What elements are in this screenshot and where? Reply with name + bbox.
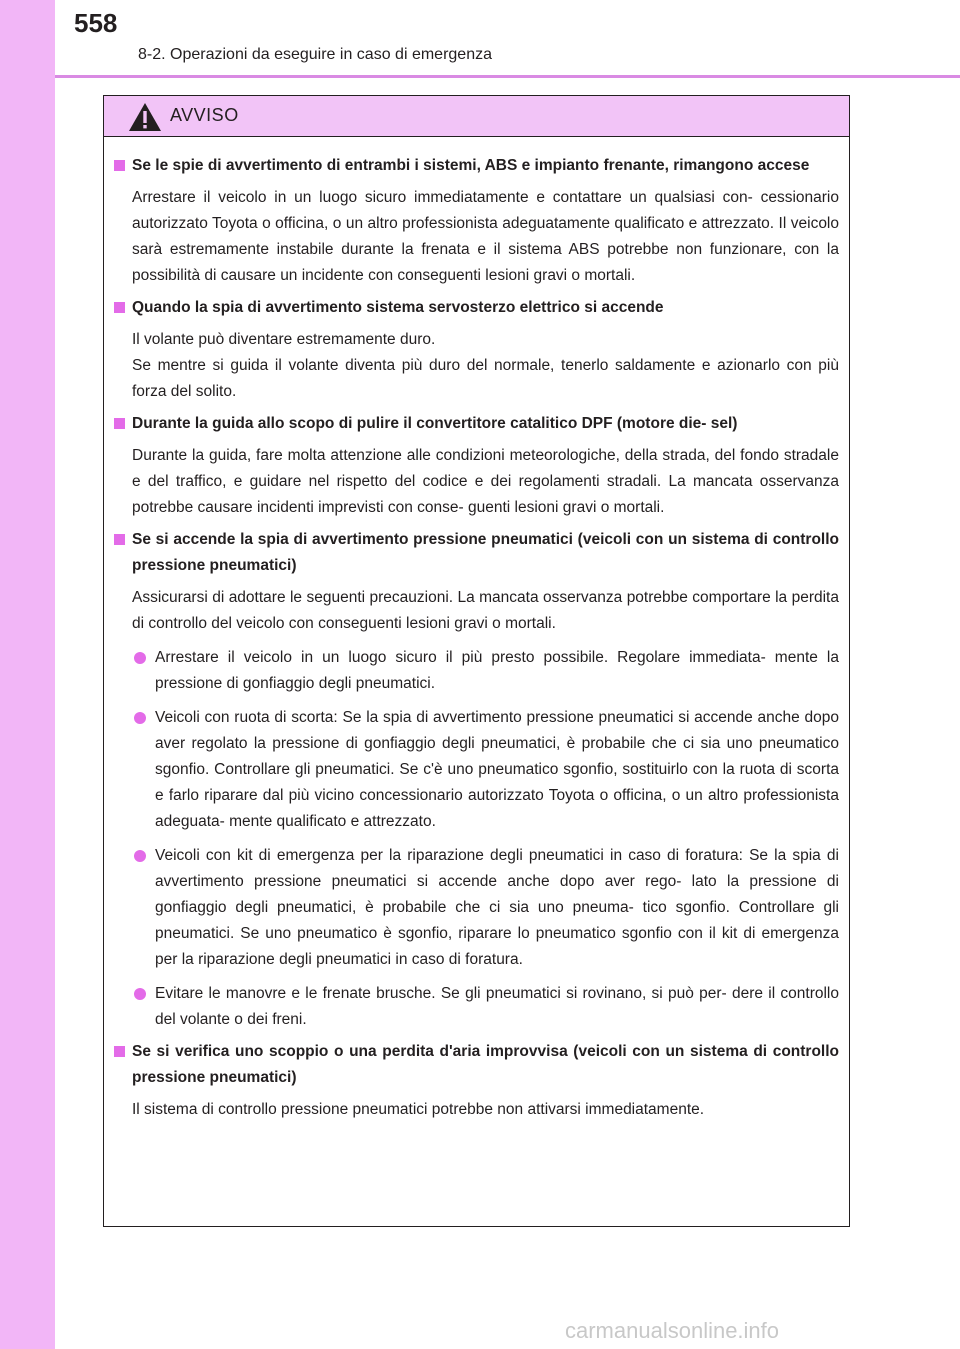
item-paragraph: Il sistema di controllo pressione pneumatici potrebbe non attivarsi immediatamente. bbox=[132, 1101, 705, 1118]
warning-item bbox=[114, 411, 839, 521]
item-paragraph: Assicurarsi di adottare le seguenti precauzioni. La mancata osservanza potrebbe comportare la perdita di controllo del veicolo con conseguenti lesioni gravi o mortali. bbox=[132, 589, 839, 632]
item-heading: Se si verifica uno scoppio o una perdita d'aria improvvisa (veicoli con un sistema di controllo pressione pneumatici) bbox=[114, 1039, 839, 1091]
page-number: 558 bbox=[74, 8, 118, 38]
warning-item bbox=[114, 1039, 839, 1123]
item-paragraph: Se mentre si guida il volante diventa più duro del normale, tenerlo saldamente e azionarlo con più forza del solito. bbox=[132, 357, 839, 400]
square-bullet-icon bbox=[114, 534, 125, 545]
item-heading: Se le spie di avvertimento di entrambi i sistemi, ABS e impianto frenante, rimangono accese bbox=[114, 153, 839, 179]
warning-triangle-icon bbox=[128, 102, 162, 132]
item-paragraph: Durante la guida, fare molta attenzione alle condizioni meteorologiche, della strada, del fondo stradale e del traffico, e guidare nel rispetto del codice e dei regolamenti stradali. La mancata osservanza potrebbe causare incidenti imprevisti con conse- guenti lesioni gravi o mortali. bbox=[132, 447, 839, 516]
warning-item bbox=[114, 527, 839, 1033]
section-title: 8-2. Operazioni da eseguire in caso di emergenza bbox=[138, 46, 492, 63]
list-item: Evitare le manovre e le frenate brusche. Se gli pneumatici si rovinano, si può per- dere il controllo del volante o dei freni. bbox=[114, 981, 839, 1033]
list-item: Veicoli con kit di emergenza per la riparazione degli pneumatici in caso di foratura: Se la spia di avvertimento pressione pneumatici si accende anche dopo aver rego- lato la pressione di gonfiaggio degli pneumatici, è probabile che ci sia uno pneuma- tico sgonfio. Controllare gli pneumatici. Se uno pneumatico è sgonfio, riparare lo pneumatico sgonfio con il kit di emergenza per la riparazione degli pneumatici in caso di foratura. bbox=[114, 843, 839, 973]
round-bullet-icon bbox=[134, 988, 146, 1000]
warning-item bbox=[114, 295, 839, 405]
square-bullet-icon bbox=[114, 302, 125, 313]
warning-item bbox=[114, 153, 839, 289]
item-paragraph: Arrestare il veicolo in un luogo sicuro immediatamente e contattare un qualsiasi con- cessionario autorizzato Toyota o officina, o un altro professionista adeguatamente qualificato e attrezzato. Il veicolo sarà estremamente instabile durante la frenata e il sistema ABS potrebbe non funzionare, con la possibilità di causare un incidente con conseguenti lesioni gravi o mortali. bbox=[132, 189, 839, 284]
square-bullet-icon bbox=[114, 418, 125, 429]
list-item: Arrestare il veicolo in un luogo sicuro il più presto possibile. Regolare immediata- mente la pressione di gonfiaggio degli pneumatici. bbox=[114, 645, 839, 697]
round-bullet-icon bbox=[134, 712, 146, 724]
warning-title: AVVISO bbox=[170, 105, 239, 125]
item-heading: Quando la spia di avvertimento sistema servosterzo elettrico si accende bbox=[114, 295, 839, 321]
list-item: Veicoli con ruota di scorta: Se la spia di avvertimento pressione pneumatici si accende anche dopo aver regolato la pressione di gonfiaggio degli pneumatici, è probabile che ci sia uno pneumatico sgonfio. Controllare gli pneumatici. Se c'è uno pneumatico sgonfio, sostituirlo con la ruota di scorta e farlo riparare dal più vicino concessionario autorizzato Toyota o officina, o un altro professionista adeguata- mente qualificato e attrezzato. bbox=[114, 705, 839, 835]
item-paragraph: Il volante può diventare estremamente duro. bbox=[132, 331, 436, 348]
warning-body bbox=[104, 137, 849, 1123]
item-heading: Durante la guida allo scopo di pulire il convertitore catalitico DPF (motore die- sel) bbox=[114, 411, 839, 437]
round-bullet-icon bbox=[134, 652, 146, 664]
square-bullet-icon bbox=[114, 160, 125, 171]
warning-box bbox=[103, 95, 850, 1227]
header-rule bbox=[55, 75, 960, 78]
warning-header bbox=[104, 96, 849, 137]
round-bullet-icon bbox=[134, 850, 146, 862]
side-tab bbox=[0, 0, 55, 1349]
square-bullet-icon bbox=[114, 1046, 125, 1057]
watermark: carmanualsonline.info bbox=[565, 1318, 780, 1343]
item-heading: Se si accende la spia di avvertimento pressione pneumatici (veicoli con un sistema di controllo pressione pneumatici) bbox=[114, 527, 839, 579]
